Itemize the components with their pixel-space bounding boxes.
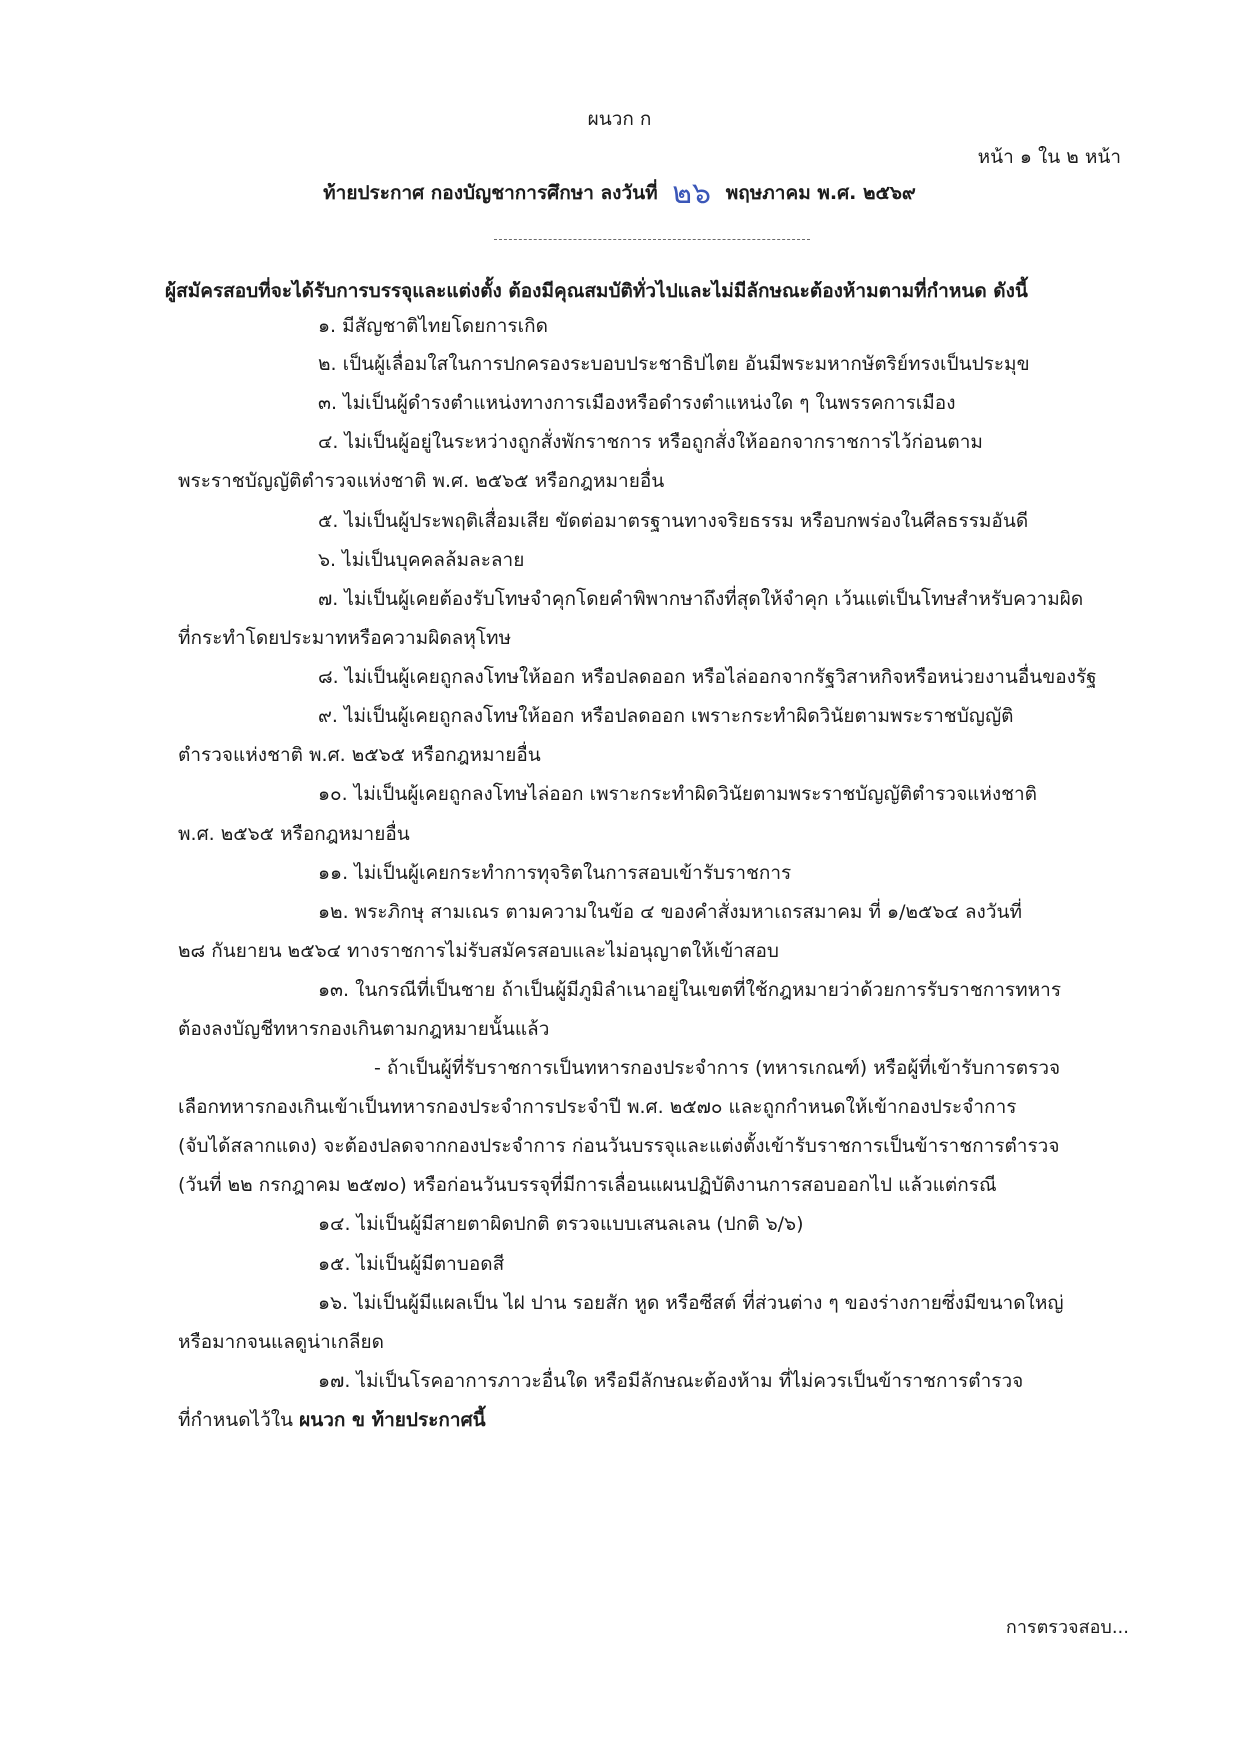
item-13: ๑๓. ในกรณีที่เป็นชาย ถ้าเป็นผู้มีภูมิลำเนาอยู่ในเขตที่ใช้กฎหมายว่าด้วยการรับราชการทหาร (318, 979, 1062, 1001)
item-12: ๑๒. พระภิกษุ สามเณร ตามความในข้อ ๔ ของคำสั่งมหาเถรสมาคม ที่ ๑/๒๕๖๔ ลงวันที่ (318, 901, 1023, 923)
dashed-divider (494, 239, 810, 240)
continued-marker: การตรวจสอบ... (1005, 1617, 1129, 1638)
item-8: ๘. ไม่เป็นผู้เคยถูกลงโทษให้ออก หรือปลดออก หรือไล่ออกจากรัฐวิสาหกิจหรือหน่วยงานอื่นของรัฐ (318, 666, 1097, 688)
handwritten-day: ๒๖ (672, 176, 712, 211)
item-13-subclause-line-3: (จับได้สลากแดง) จะต้องปลดจากกองประจำการ ก่อนวันบรรจุและแต่งตั้งเข้ารับราชการเป็นข้าราชการตำรวจ (178, 1135, 1060, 1157)
announcement-heading (0, 178, 1239, 209)
item-9-continued: ตำรวจแห่งชาติ พ.ศ. ๒๕๖๕ หรือกฎหมายอื่น (178, 744, 541, 766)
item-14: ๑๔. ไม่เป็นผู้มีสายตาผิดปกติ ตรวจแบบเสนลเลน (ปกติ ๖/๖) (318, 1213, 804, 1235)
item-4: ๔. ไม่เป็นผู้อยู่ในระหว่างถูกสั่งพักราชการ หรือถูกสั่งให้ออกจากราชการไว้ก่อนตาม (318, 431, 983, 453)
item-11: ๑๑. ไม่เป็นผู้เคยกระทำการทุจริตในการสอบเข้ารับราชการ (318, 862, 792, 884)
item-10: ๑๐. ไม่เป็นผู้เคยถูกลงโทษไล่ออก เพราะกระทำผิดวินัยตามพระราชบัญญัติตำรวจแห่งชาติ (318, 783, 1038, 805)
announcement-suffix: พฤษภาคม พ.ศ. ๒๕๖๙ (725, 182, 916, 204)
item-13-subclause-line-4: (วันที่ ๒๒ กรกฎาคม ๒๕๗๐) หรือก่อนวันบรรจุที่มีการเลื่อนแผนปฏิบัติงานการสอบออกไป แล้วแต่กรณี (178, 1174, 997, 1196)
item-1: ๑. มีสัญชาติไทยโดยการเกิด (318, 315, 548, 337)
annex-b-reference: ผนวก ข ท้ายประกาศนี้ (299, 1409, 486, 1431)
item-12-continued: ๒๘ กันยายน ๒๕๖๔ ทางราชการไม่รับสมัครสอบและไม่อนุญาตให้เข้าสอบ (178, 940, 779, 962)
item-16: ๑๖. ไม่เป็นผู้มีแผลเป็น ไฝ ปาน รอยสัก หูด หรือซีสต์ ที่ส่วนต่าง ๆ ของร่างกายซึ่งมีขนาดใหญ่ (318, 1292, 1064, 1314)
item-13-subclause: - ถ้าเป็นผู้ที่รับราชการเป็นทหารกองประจำการ (ทหารเกณฑ์) หรือผู้ที่เข้ารับการตรวจ (374, 1057, 1061, 1079)
item-13-subclause-line-2: เลือกทหารกองเกินเข้าเป็นทหารกองประจำการประจำปี พ.ศ. ๒๕๗๐ และถูกกำหนดให้เข้ากองประจำการ (178, 1096, 1017, 1118)
item-17-continued (178, 1406, 486, 1434)
item-6: ๖. ไม่เป็นบุคคลล้มละลาย (318, 549, 525, 571)
item-13-continued: ต้องลงบัญชีทหารกองเกินตามกฎหมายนั้นแล้ว (178, 1018, 550, 1040)
item-9: ๙. ไม่เป็นผู้เคยถูกลงโทษให้ออก หรือปลดออก เพราะกระทำผิดวินัยตามพระราชบัญญัติ (318, 705, 1014, 727)
announcement-prefix: ท้ายประกาศ กองบัญชาการศึกษา ลงวันที่ (323, 182, 658, 204)
item-4-continued: พระราชบัญญัติตำรวจแห่งชาติ พ.ศ. ๒๕๖๕ หรือกฎหมายอื่น (178, 470, 665, 492)
item-17-continued-text: ที่กำหนดไว้ใน (178, 1409, 294, 1431)
annex-title: ผนวก ก (587, 108, 652, 130)
item-15: ๑๕. ไม่เป็นผู้มีตาบอดสี (318, 1253, 505, 1275)
item-2: ๒. เป็นผู้เลื่อมใสในการปกครองระบอบประชาธิปไตย อันมีพระมหากษัตริย์ทรงเป็นประมุข (318, 353, 1030, 375)
item-7-continued: ที่กระทำโดยประมาทหรือความผิดลหุโทษ (178, 627, 512, 649)
item-3: ๓. ไม่เป็นผู้ดำรงตำแหน่งทางการเมืองหรือดำรงตำแหน่งใด ๆ ในพรรคการเมือง (318, 392, 956, 414)
item-16-continued: หรือมากจนแลดูน่าเกลียด (178, 1331, 384, 1353)
intro-heading: ผู้สมัครสอบที่จะได้รับการบรรจุและแต่งตั้ง ต้องมีคุณสมบัติทั่วไปและไม่มีลักษณะต้องห้ามตามที่กำหนด ดังนี้ (165, 280, 1028, 302)
item-7: ๗. ไม่เป็นผู้เคยต้องรับโทษจำคุกโดยคำพิพากษาถึงที่สุดให้จำคุก เว้นแต่เป็นโทษสำหรับความผิด (318, 588, 1084, 610)
item-10-continued: พ.ศ. ๒๕๖๕ หรือกฎหมายอื่น (178, 823, 410, 845)
item-17: ๑๗. ไม่เป็นโรคอาการภาวะอื่นใด หรือมีลักษณะต้องห้าม ที่ไม่ควรเป็นข้าราชการตำรวจ (318, 1370, 1024, 1392)
page-counter: หน้า ๑ ใน ๒ หน้า (977, 146, 1121, 168)
item-5: ๕. ไม่เป็นผู้ประพฤติเสื่อมเสีย ขัดต่อมาตรฐานทางจริยธรรม หรือบกพร่องในศีลธรรมอันดี (318, 510, 1029, 532)
